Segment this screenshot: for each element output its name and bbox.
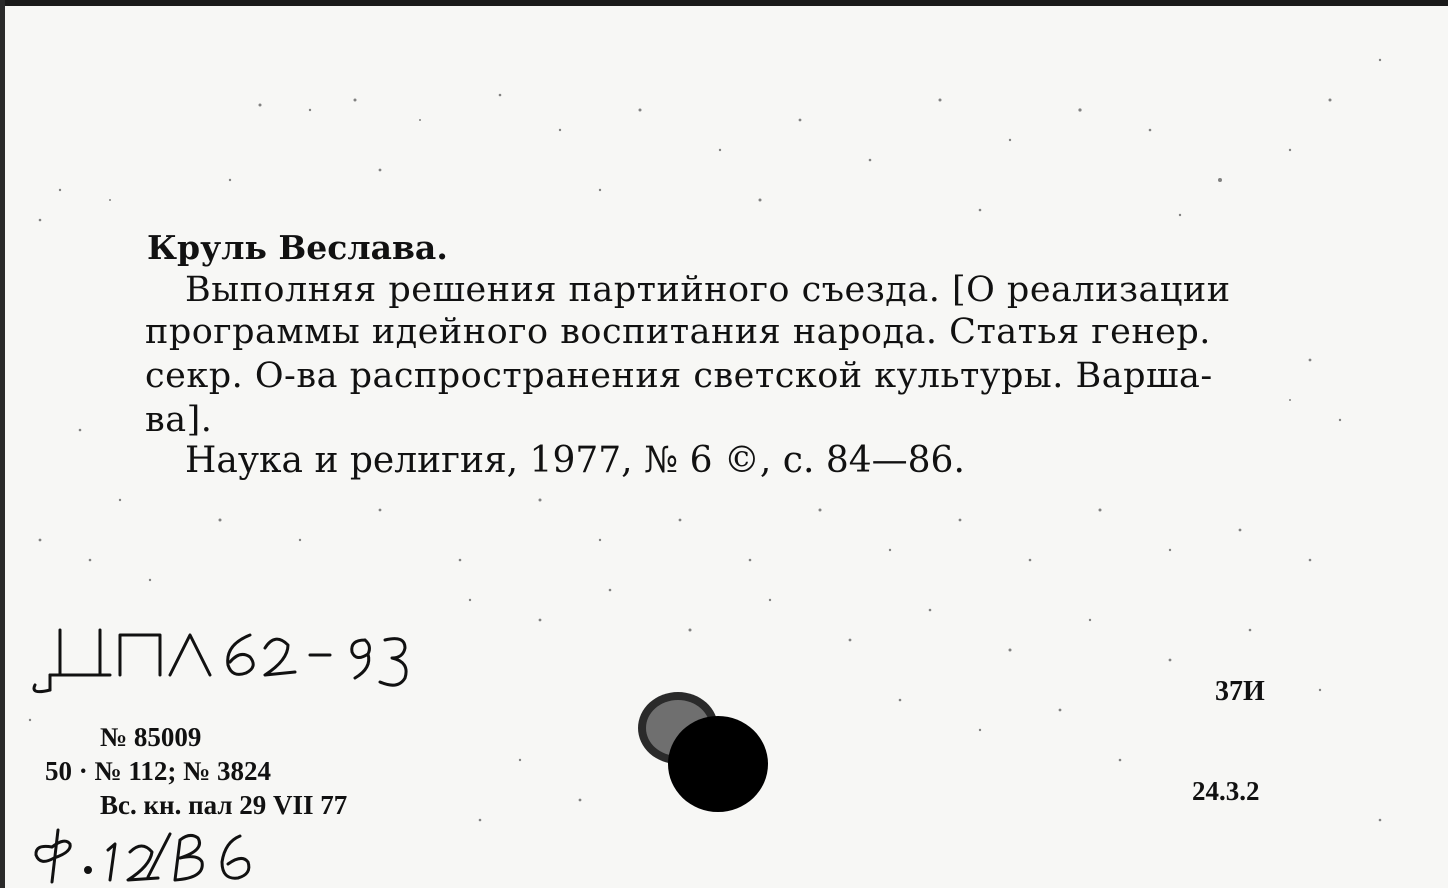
classification-code: 37И [1215, 676, 1265, 707]
record-number: № 85009 [100, 722, 202, 752]
card-title-line: ва]. [145, 400, 213, 440]
handwritten-signature [30, 822, 300, 888]
card-source: Наука и религия, 1977, № 6 ©, с. 84—86. [185, 440, 965, 481]
card-title-line: Выполняя решения партийного съезда. [О реализации [185, 270, 1231, 310]
card-title-line: секр. О-ва распространения светской культуры. Варша- [145, 356, 1213, 396]
card-author: Круль Веслава. [147, 228, 448, 267]
punch-hole [630, 686, 780, 816]
record-line: 50 · № 112; № 3824 [45, 756, 272, 786]
card-title-line: программы идейного воспитания народа. Статья генер. [145, 312, 1211, 352]
index-number: 24.3.2 [1192, 776, 1260, 806]
record-line: Вс. кн. пал 29 VII 77 [100, 790, 348, 820]
handwritten-code [20, 610, 420, 710]
